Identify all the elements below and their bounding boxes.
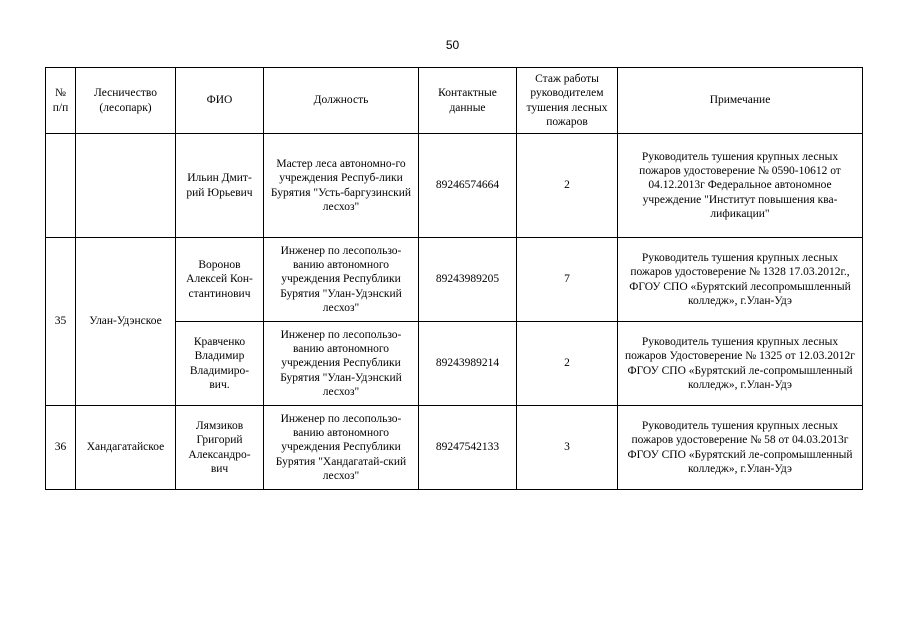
header-name: ФИО bbox=[176, 68, 264, 134]
cell-forestry: Улан-Удэнское bbox=[76, 238, 176, 406]
header-num: № п/п bbox=[46, 68, 76, 134]
cell-position: Инженер по лесопользо-ванию автономного учреждения Республики Бурятия "Улан-Удэнский лесхоз" bbox=[264, 238, 419, 322]
page-number: 50 bbox=[445, 38, 460, 52]
header-position: Должность bbox=[264, 68, 419, 134]
cell-note: Руководитель тушения крупных лесных пожаров удостоверение № 58 от 04.03.2013г ФГОУ СПО «Бурятский ле-сопромышленный колледж», г.Улан-Удэ bbox=[618, 406, 863, 490]
forest-fire-managers-table bbox=[45, 67, 863, 490]
header-contacts: Контактные данные bbox=[419, 68, 517, 134]
table-header-row bbox=[46, 68, 863, 134]
cell-forestry: Хандагатайское bbox=[76, 406, 176, 490]
cell-name: Ильин Дмит-рий Юрьевич bbox=[176, 134, 264, 238]
table-row bbox=[46, 238, 863, 322]
cell-experience: 7 bbox=[517, 238, 618, 322]
cell-experience: 3 bbox=[517, 406, 618, 490]
cell-contacts: 89246574664 bbox=[419, 134, 517, 238]
cell-position: Инженер по лесопользо-ванию автономного учреждения Республики Бурятия "Хандагатай-ский лесхоз" bbox=[264, 406, 419, 490]
cell-note: Руководитель тушения крупных лесных пожаров удостоверение № 0590-10612 от 04.12.2013г Федеральное автономное учреждение "Институт повышения ква-лификации" bbox=[618, 134, 863, 238]
cell-position: Инженер по лесопользо-ванию автономного учреждения Республики Бурятия "Улан-Удэнский лесхоз" bbox=[264, 322, 419, 406]
table-row bbox=[46, 134, 863, 238]
cell-contacts: 89243989205 bbox=[419, 238, 517, 322]
cell-note: Руководитель тушения крупных лесных пожаров Удостоверение № 1325 от 12.03.2012г ФГОУ СПО «Бурятский ле-сопромышленный колледж», г.Улан-Удэ bbox=[618, 322, 863, 406]
header-forestry: Лесничество (лесопарк) bbox=[76, 68, 176, 134]
cell-num: 35 bbox=[46, 238, 76, 406]
cell-num: 36 bbox=[46, 406, 76, 490]
cell-name: Воронов Алексей Кон-стантинович bbox=[176, 238, 264, 322]
cell-contacts: 89243989214 bbox=[419, 322, 517, 406]
cell-note: Руководитель тушения крупных лесных пожаров удостоверение № 1328 17.03.2012г., ФГОУ СПО «Бурятский лесопромышленный колледж», г.Улан-Удэ bbox=[618, 238, 863, 322]
cell-experience: 2 bbox=[517, 322, 618, 406]
cell-contacts: 89247542133 bbox=[419, 406, 517, 490]
cell-num bbox=[46, 134, 76, 238]
cell-name: Лямзиков Григорий Александро-вич bbox=[176, 406, 264, 490]
cell-position: Мастер леса автономно-го учреждения Респуб-лики Бурятия "Усть-баргузинский лесхоз" bbox=[264, 134, 419, 238]
header-experience: Стаж работы руководителем тушения лесных пожаров bbox=[517, 68, 618, 134]
cell-name: Кравченко Владимир Владимиро-вич. bbox=[176, 322, 264, 406]
table-row bbox=[46, 406, 863, 490]
header-note: Примечание bbox=[618, 68, 863, 134]
cell-experience: 2 bbox=[517, 134, 618, 238]
cell-forestry bbox=[76, 134, 176, 238]
